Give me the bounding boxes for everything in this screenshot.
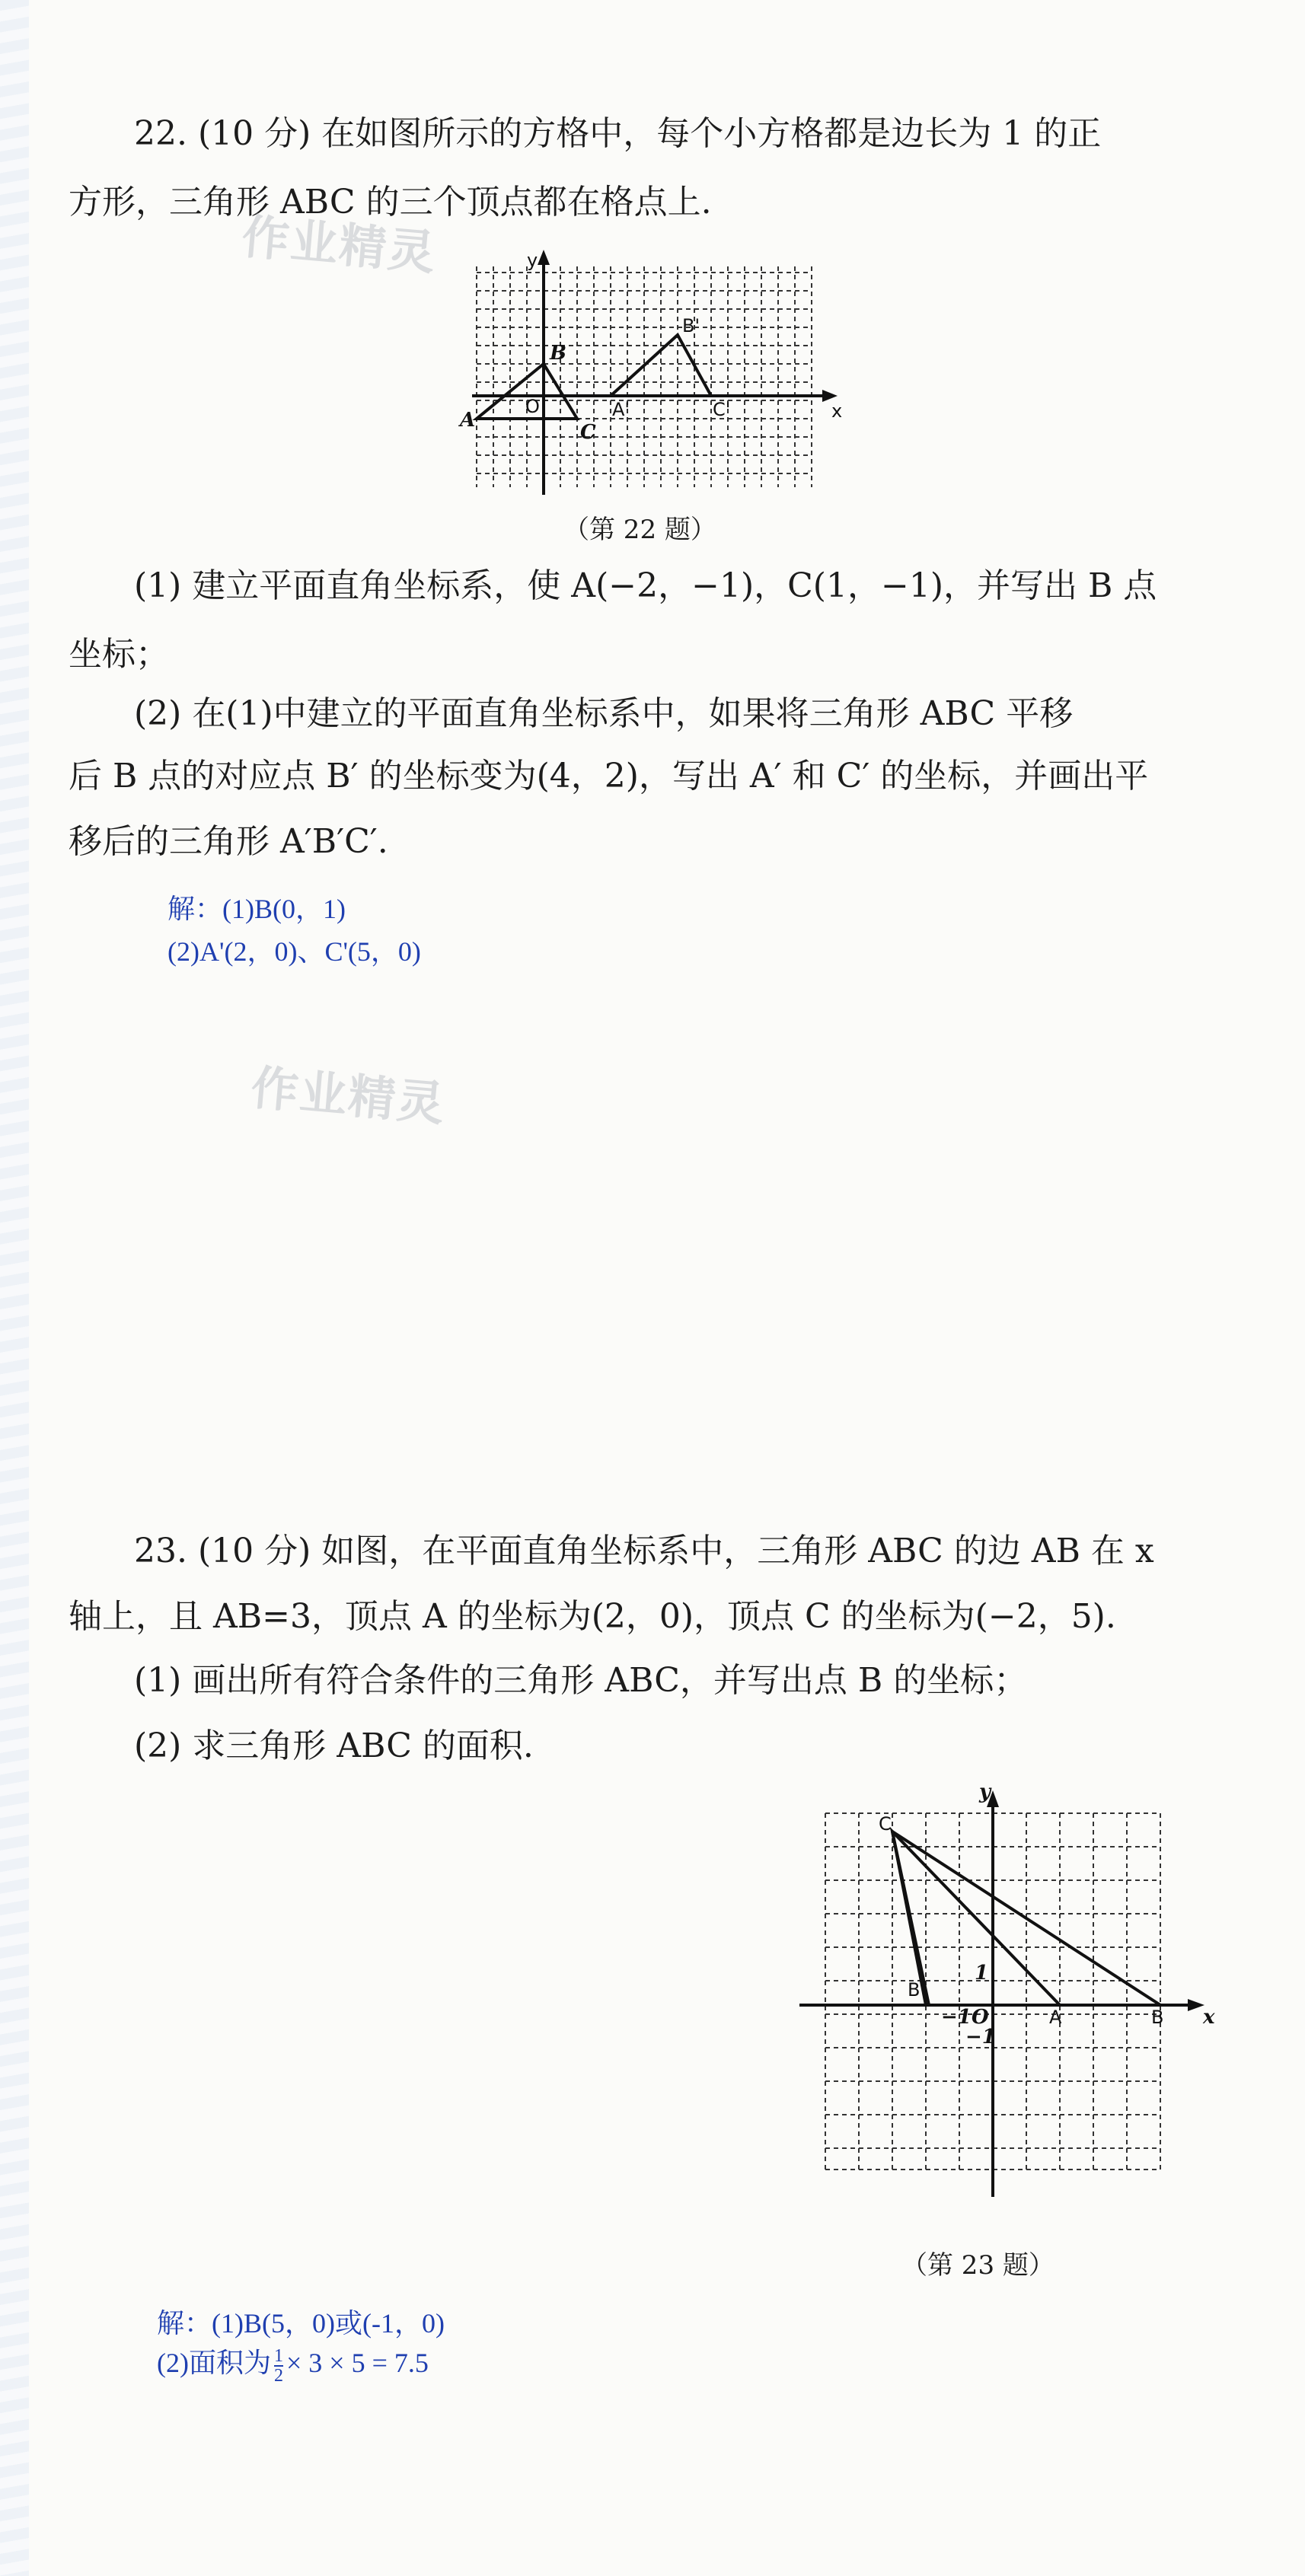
- q23-tick-1: 1: [975, 1962, 989, 1985]
- q22-part2-line1: (2) 在(1)中建立的平面直角坐标系中，如果将三角形 ABC 平移: [134, 694, 1074, 733]
- q23-part1: (1) 画出所有符合条件的三角形 ABC，并写出点 B 的坐标；: [134, 1661, 1028, 1700]
- q23-label-c: C: [879, 1813, 892, 1835]
- q23-answer2-suffix: × 3 × 5 = 7.5: [286, 2348, 429, 2378]
- q23-answer2-prefix: (2)面积为: [157, 2348, 271, 2378]
- q23-label-o: O: [972, 2006, 989, 2029]
- q22-line1: 22. (10 分) 在如图所示的方格中，每个小方格都是边长为 1 的正: [134, 114, 1102, 153]
- q22-part1-line2: 坐标；: [69, 635, 169, 674]
- q23-answer1: 解：(1)B(5，0)或(-1，0): [157, 2308, 445, 2338]
- q22-label-b-prime: B': [682, 315, 700, 336]
- q23-line1: 23. (10 分) 如图，在平面直角坐标系中，三角形 ABC 的边 AB 在 x: [134, 1532, 1154, 1570]
- q23-answer2: [157, 2342, 429, 2385]
- q22-label-c: C: [580, 421, 596, 444]
- page-edge: [0, 0, 29, 2576]
- q22-figure: [457, 244, 845, 502]
- x-arrow-icon: [1188, 1999, 1204, 2011]
- q23-tick-neg1-y: −1: [965, 2026, 996, 2048]
- q22-label-x: x: [831, 400, 843, 422]
- q23-label-b-left: B: [908, 1979, 921, 2001]
- q22-answer1: 解：(1)B(0，1): [168, 894, 346, 924]
- q23-tick-neg1-x: −1: [941, 2006, 972, 2029]
- q22-caption: （第 22 题）: [563, 515, 716, 545]
- q23-label-x: x: [1203, 2006, 1215, 2029]
- q22-label-b: B: [550, 342, 566, 365]
- q22-label-a-prime: A': [612, 399, 630, 420]
- watermark: 作业精灵: [248, 1059, 448, 1132]
- q22-part2-line2: 后 B 点的对应点 B′ 的坐标变为(4，2)，写出 A′ 和 C′ 的坐标，并画出平: [69, 757, 1149, 795]
- q22-part1-line1: (1) 建立平面直角坐标系，使 A(−2，−1)，C(1，−1)，并写出 B 点: [134, 566, 1157, 605]
- q22-label-y: y: [527, 250, 538, 271]
- q23-line2: 轴上，且 AB=3，顶点 A 的坐标为(2，0)，顶点 C 的坐标为(−2，5).: [69, 1597, 1116, 1636]
- q23-answer2-frac-den: 2: [273, 2365, 283, 2386]
- q22-part2-line3: 移后的三角形 A′B′C′.: [69, 822, 388, 861]
- y-arrow-icon: [538, 250, 550, 265]
- q22-line2: 方形，三角形 ABC 的三个顶点都在格点上.: [69, 183, 712, 222]
- q22-label-c-prime: C': [713, 399, 731, 420]
- q23-label-a: A: [1049, 2007, 1062, 2028]
- q22-label-o: O: [525, 396, 540, 417]
- q23-label-y: y: [979, 1781, 991, 1803]
- q23-figure: [792, 1780, 1226, 2206]
- q23-caption: （第 23 题）: [901, 2250, 1055, 2281]
- q23-answer2-frac-num: 1: [273, 2345, 283, 2366]
- q23-part2: (2) 求三角形 ABC 的面积.: [134, 1726, 534, 1765]
- q23-answer2-fraction: [274, 2347, 283, 2385]
- q23-label-b-right: B: [1151, 2007, 1164, 2028]
- q22-label-a: A: [460, 409, 476, 432]
- q22-answer2: (2)A'(2，0)、C'(5，0): [168, 936, 421, 967]
- watermark: 作业精灵: [239, 208, 439, 281]
